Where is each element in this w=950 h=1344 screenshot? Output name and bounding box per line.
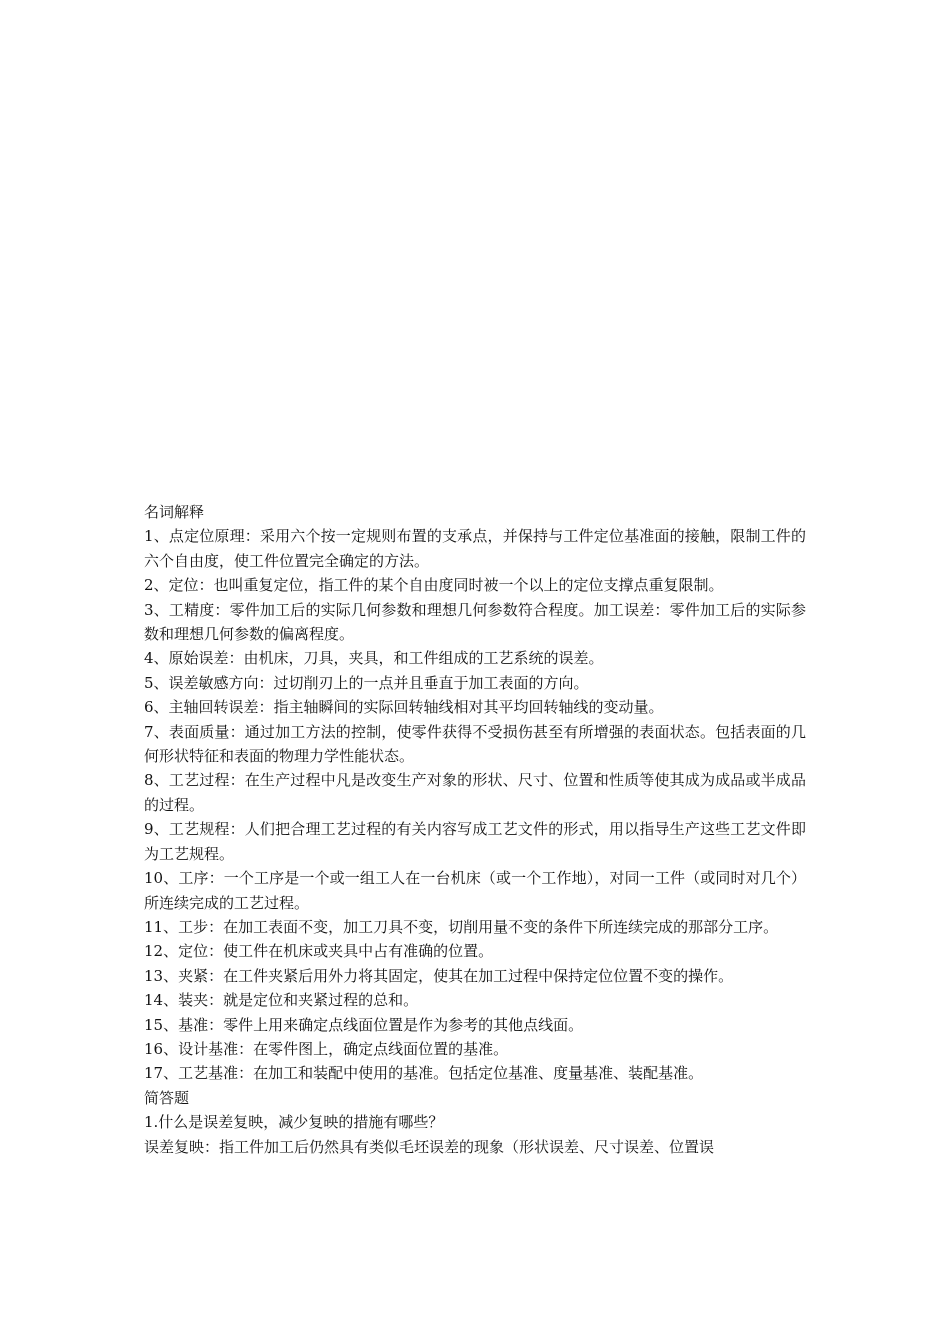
- term-item-12: 12、定位：使工件在机床或夹具中占有准确的位置。: [144, 942, 494, 961]
- term-item-11: 11、工步：在加工表面不变，加工刀具不变，切削用量不变的条件下所连续完成的那部分工序。: [144, 917, 779, 936]
- section-heading-terms: 名词解释: [144, 503, 205, 521]
- term-item-8: 8、工艺过程：在生产过程中凡是改变生产对象的形状、尺寸、位置和性质等使其成为成品或半成品的过程。: [144, 771, 806, 814]
- term-item-16: 16、设计基准：在零件图上，确定点线面位置的基准。: [144, 1039, 509, 1058]
- term-item-6: 6、主轴回转误差：指主轴瞬间的实际回转轴线相对其平均回转轴线的变动量。: [144, 698, 664, 717]
- document-body: [144, 500, 806, 1159]
- term-item-9: 9、工艺规程：人们把合理工艺过程的有关内容写成工艺文件的形式，用以指导生产这些工艺文件即为工艺规程。: [144, 820, 806, 863]
- answer-1: 误差复映：指工件加工后仍然具有类似毛坯误差的现象（形状误差、尺寸误差、位置误: [144, 1137, 715, 1156]
- term-item-2: 2、定位：也叫重复定位，指工件的某个自由度同时被一个以上的定位支撑点重复限制。: [144, 576, 724, 595]
- term-item-15: 15、基准：零件上用来确定点线面位置是作为参考的其他点线面。: [144, 1015, 584, 1034]
- term-item-14: 14、装夹：就是定位和夹紧过程的总和。: [144, 991, 419, 1010]
- term-item-4: 4、原始误差：由机床，刀具，夹具，和工件组成的工艺系统的误差。: [144, 649, 604, 668]
- term-item-10: 10、工序：一个工序是一个或一组工人在一台机床（或一个工作地），对同一工件（或同时对几个）所连续完成的工艺过程。: [144, 869, 806, 912]
- term-item-3: 3、工精度：零件加工后的实际几何参数和理想几何参数符合程度。加工误差：零件加工后的实际参数和理想几何参数的偏离程度。: [144, 600, 806, 644]
- term-item-1: 1、点定位原理：采用六个按一定规则布置的支承点，并保持与工件定位基准面的接触，限制工件的六个自由度，使工件位置完全确定的方法。: [144, 527, 806, 570]
- term-item-7: 7、表面质量：通过加工方法的控制，使零件获得不受损伤甚至有所增强的表面状态。包括表面的几何形状特征和表面的物理力学性能状态。: [144, 722, 806, 766]
- term-item-17: 17、工艺基准：在加工和装配中使用的基准。包括定位基准、度量基准、装配基准。: [144, 1064, 704, 1083]
- term-item-13: 13、夹紧：在工件夹紧后用外力将其固定，使其在加工过程中保持定位位置不变的操作。: [144, 966, 734, 985]
- section-heading-short-answer: 简答题: [144, 1088, 190, 1107]
- question-1: 1.什么是误差复映，减少复映的措施有哪些？: [144, 1113, 444, 1132]
- term-item-5: 5、误差敏感方向：过切削刃上的一点并且垂直于加工表面的方向。: [144, 673, 589, 692]
